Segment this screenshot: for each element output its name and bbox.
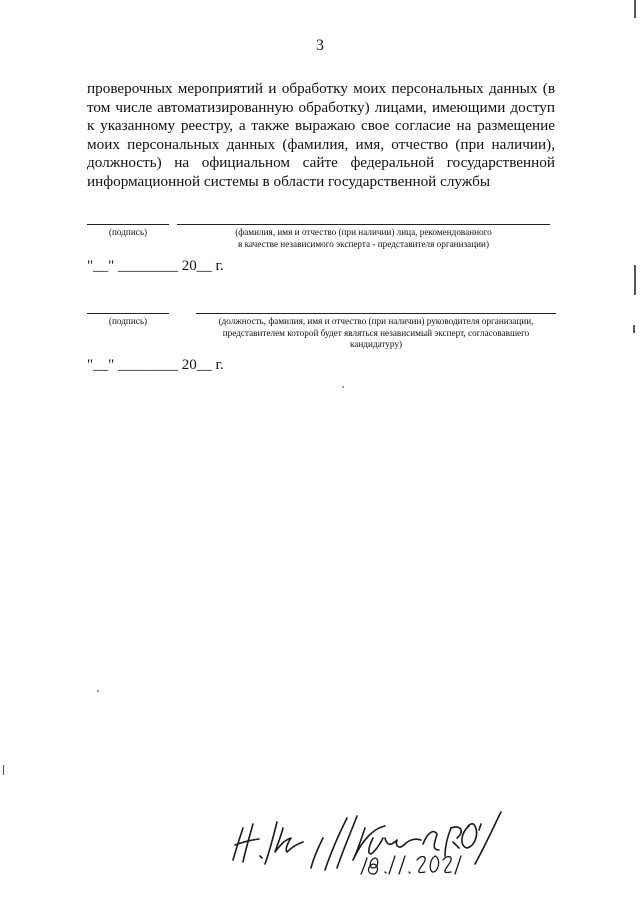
- name-line-1: [177, 224, 550, 225]
- name-caption-1-line2: в качестве независимого эксперта - представителя организации): [237, 238, 490, 249]
- position-caption-2-line2: представителем которой будет являться независимый эксперт, согласовавшего: [222, 327, 530, 338]
- scan-speck: [342, 386, 344, 388]
- date-line-2: "__" ________ 20__ г.: [87, 357, 224, 373]
- scan-mark: [3, 765, 4, 775]
- consent-paragraph: проверочных мероприятий и обработку моих персональных данных (в том числе автоматизированную обработку) лицами, имеющими доступ к указанному реестру, а также выражаю свое согласие на размещение моих персональных данных (фамилия, имя, отчество (при наличии), должность) на официальном сайте федеральной государственной информационной системы в области государственной службы: [87, 80, 555, 190]
- scan-mark: [634, 265, 636, 295]
- handwritten-signature: [225, 798, 550, 878]
- position-caption-2-line3: кандидатуру): [349, 339, 403, 349]
- signature-line-2: [87, 313, 169, 314]
- signature-caption-1: (подпись): [108, 227, 148, 237]
- page-number: 3: [316, 37, 324, 54]
- name-caption-1-line1: (фамилия, имя и отчество (при наличии) лица, рекомендованного: [235, 227, 492, 237]
- position-caption-2: [196, 316, 556, 351]
- scan-mark: [633, 325, 635, 333]
- signature-line-1: [87, 224, 169, 225]
- position-caption-2-line1: (должность, фамилия, имя и отчество (при наличии) руководителя организации,: [218, 316, 534, 326]
- scan-speck: [97, 690, 99, 692]
- position-line-2: [196, 313, 556, 314]
- name-caption-1: [177, 227, 550, 250]
- scan-mark: [634, 0, 636, 18]
- date-line-1: "__" ________ 20__ г.: [87, 258, 224, 274]
- signature-caption-2: (подпись): [108, 316, 148, 326]
